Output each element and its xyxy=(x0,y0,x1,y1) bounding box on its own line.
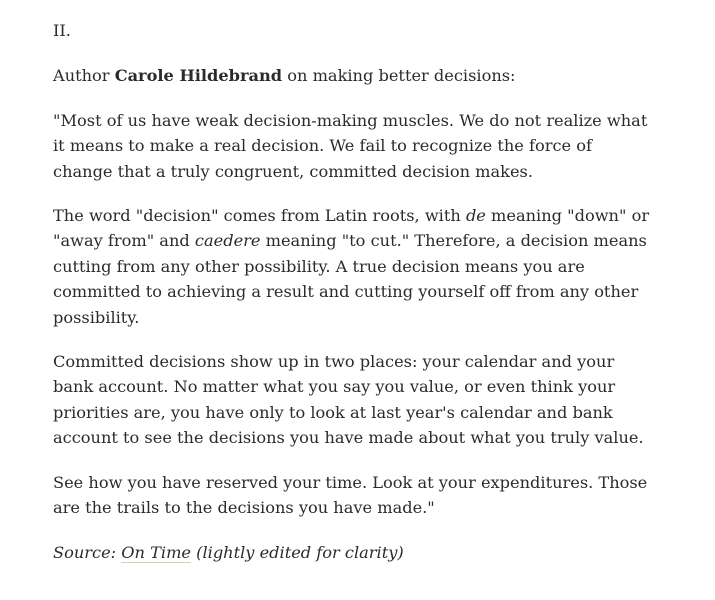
intro-suffix: on making better decisions: xyxy=(282,66,516,86)
p2-text-2: meaning "down" or "away from" and xyxy=(53,206,650,251)
source-link[interactable]: On Time xyxy=(121,542,191,562)
latin-term-caedere: caedere xyxy=(194,231,261,251)
source-suffix: (lightly edited for clarity) xyxy=(191,542,404,562)
latin-term-de: de xyxy=(465,206,486,226)
intro-prefix: Author xyxy=(53,66,115,86)
quote-paragraph-3: Committed decisions show up in two places: your calendar and your bank account. No matter what you say you value, or even think your priorities are, you have only to look at last year's calendar and bank account to see the decisions you have made about what you truly value. xyxy=(53,352,644,448)
p2-text-3: meaning "to cut." Therefore, a decision means cutting from any other possibility. A true decision means you are committed to achieving a result and cutting yourself off from any other possibility. xyxy=(53,231,647,327)
author-name: Carole Hildebrand xyxy=(114,66,283,86)
quote-paragraph-4: See how you have reserved your time. Look at your expenditures. Those are the trails to the decisions you have made." xyxy=(53,472,648,518)
article-body xyxy=(53,18,653,584)
source-prefix: Source: xyxy=(53,542,122,562)
quote-paragraph-2 xyxy=(53,203,653,330)
intro-line xyxy=(53,63,653,88)
p2-text-1: The word "decision" comes from Latin roots, with xyxy=(53,206,466,226)
section-number: II. xyxy=(53,21,71,40)
quote-paragraph-1: "Most of us have weak decision-making muscles. We do not realize what it means to make a real decision. We fail to recognize the force of change that a truly congruent, committed decision makes. xyxy=(53,110,648,181)
source-line xyxy=(53,540,653,565)
